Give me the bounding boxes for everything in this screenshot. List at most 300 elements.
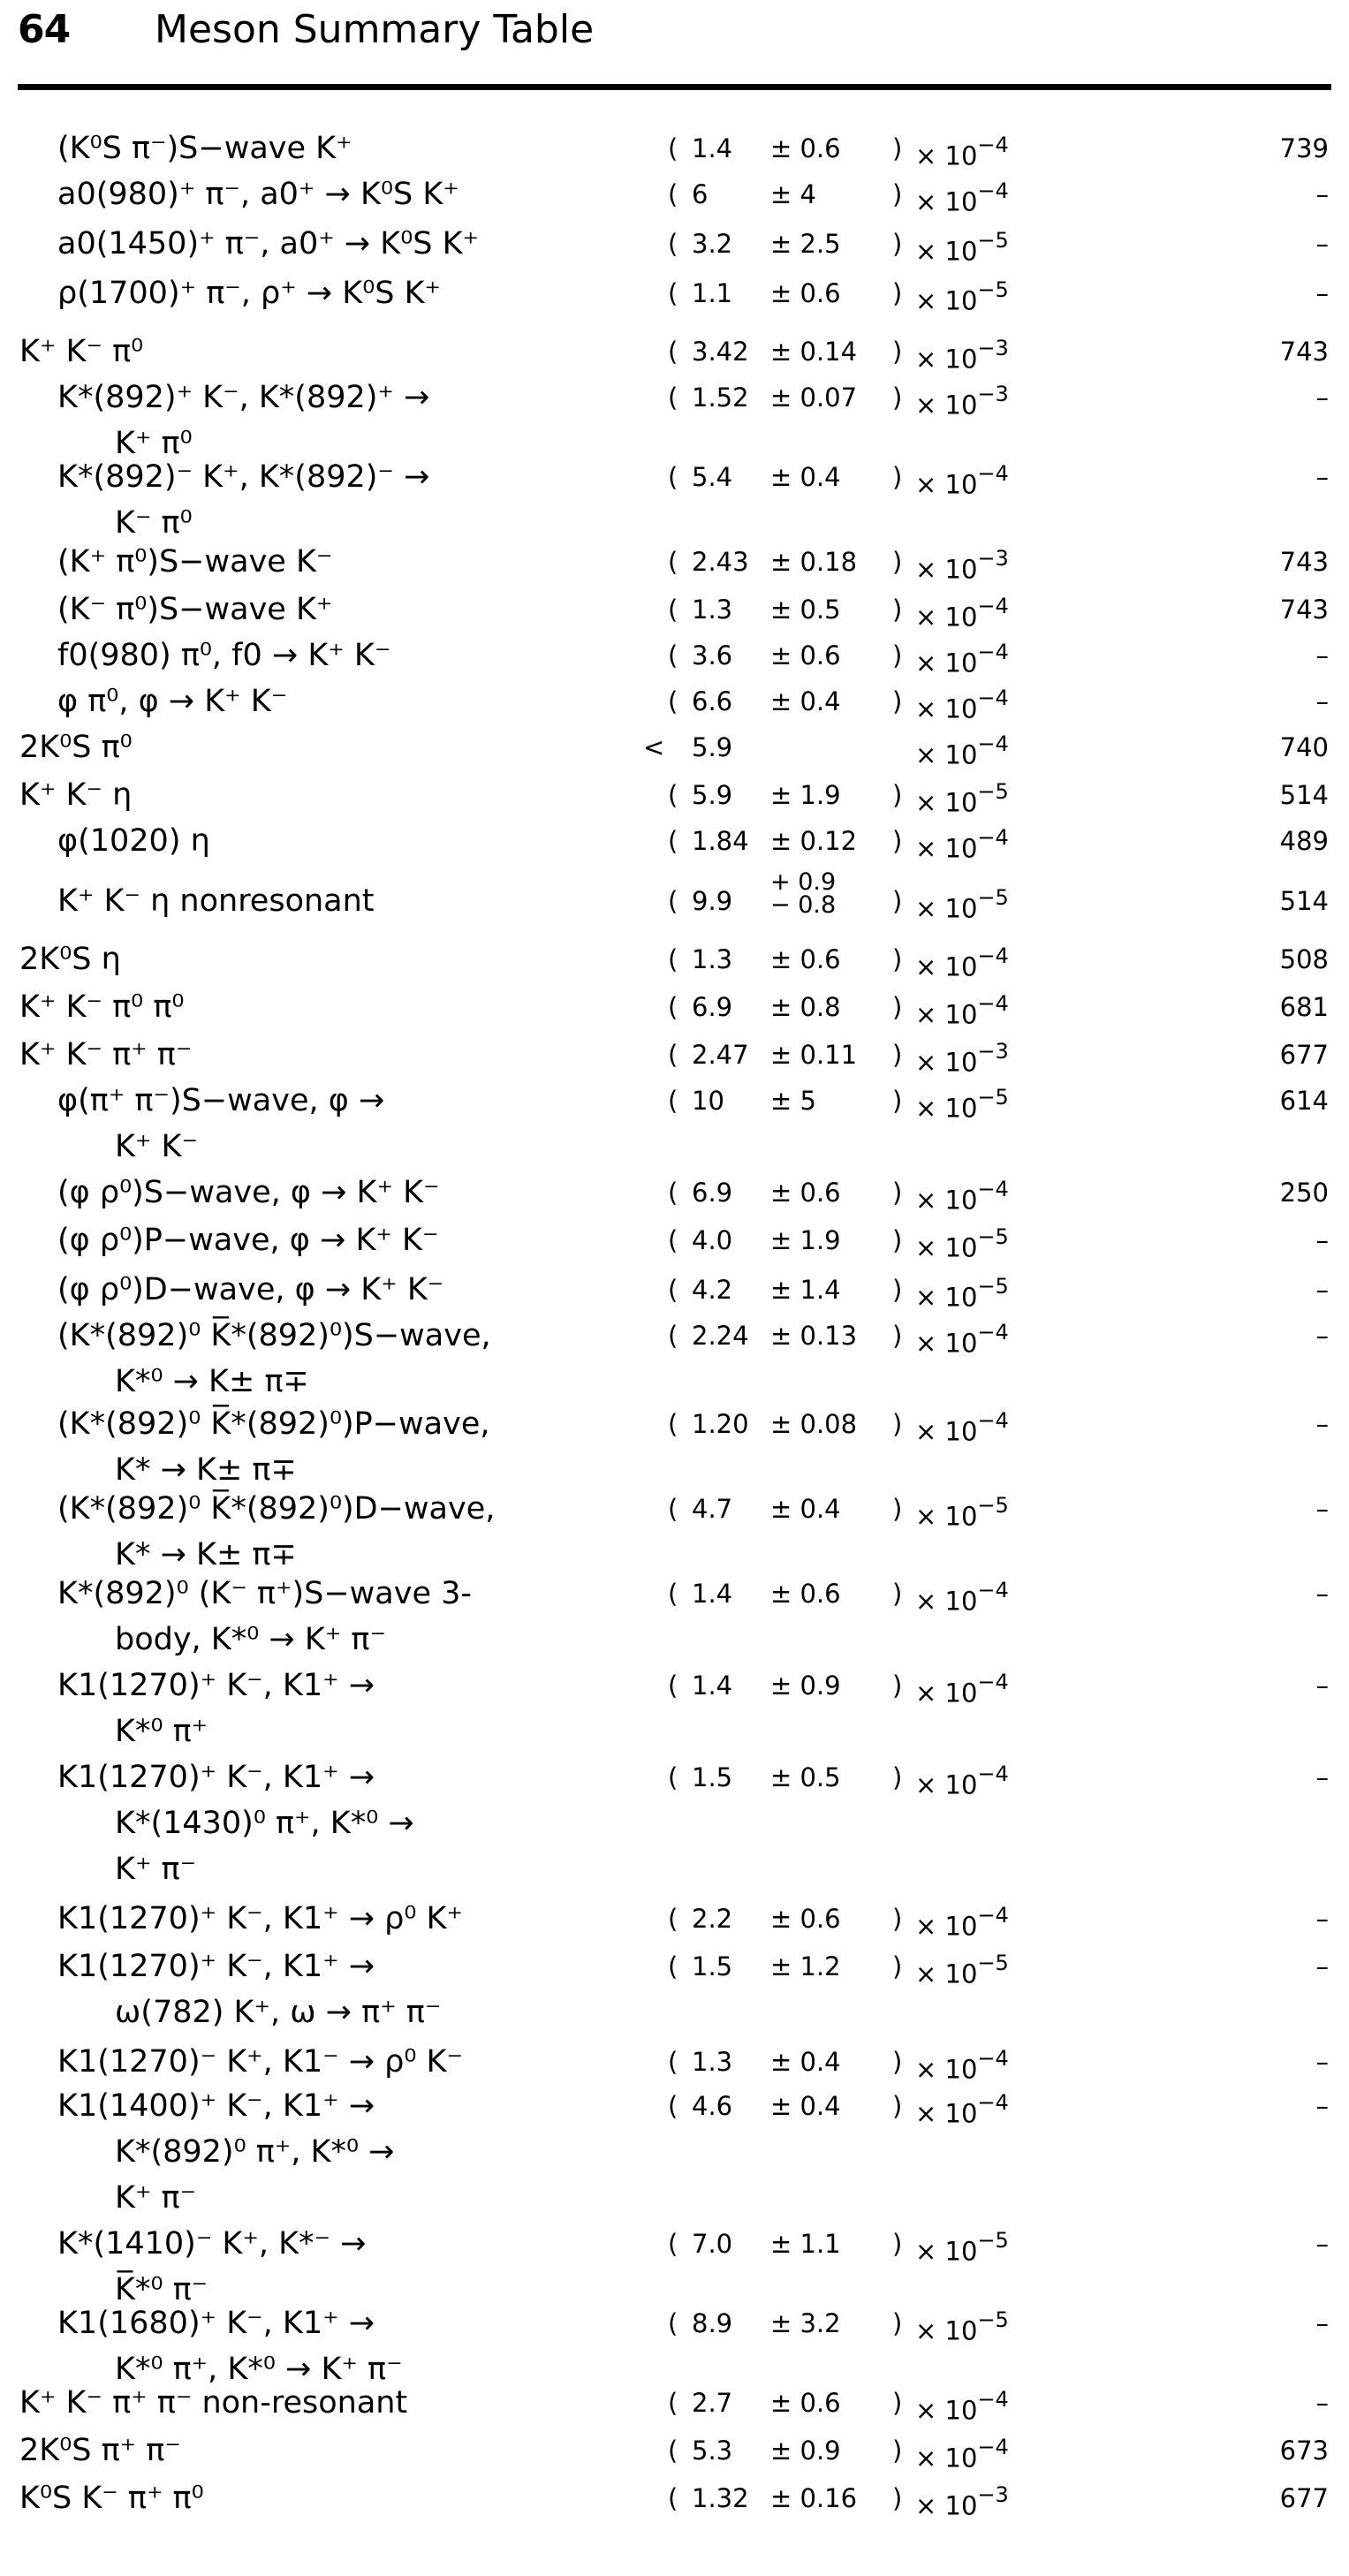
exponent-power: −5 bbox=[977, 2228, 1009, 2253]
momentum-value: – bbox=[1315, 462, 1329, 492]
decay-mode: (K*(892)⁰ K̅*(892)⁰)D−wave, bbox=[57, 1491, 496, 1527]
times-ten: × 10 bbox=[915, 833, 978, 864]
table-row bbox=[0, 1491, 1349, 1572]
times-ten: × 10 bbox=[915, 648, 978, 678]
table-row bbox=[0, 1901, 1349, 1949]
central-value: 1.3 bbox=[692, 595, 733, 625]
central-value: 5.9 bbox=[692, 732, 733, 762]
decay-mode: 2K⁰S π⁰ bbox=[19, 730, 133, 765]
open-paren: ( bbox=[668, 1178, 678, 1208]
momentum-value: 250 bbox=[1279, 1178, 1329, 1208]
central-value: 6.9 bbox=[692, 992, 733, 1022]
table-row bbox=[0, 226, 1349, 274]
exponent-power: −5 bbox=[977, 1493, 1009, 1518]
error-value: ± 1.4 bbox=[770, 1275, 841, 1305]
close-paren: ) bbox=[892, 179, 903, 209]
exponent bbox=[915, 459, 1009, 503]
momentum-value: – bbox=[1315, 278, 1329, 308]
exponent-power: −5 bbox=[977, 228, 1009, 253]
open-paren: ( bbox=[668, 1086, 678, 1116]
asymmetric-error bbox=[770, 868, 837, 919]
table-row bbox=[0, 177, 1349, 224]
table-row bbox=[0, 2044, 1349, 2092]
decay-mode: K1(1270)⁺ K⁻, K1⁺ → bbox=[57, 1949, 375, 1984]
decay-mode-continuation: K*⁰ π⁺ bbox=[115, 1714, 208, 1749]
exponent-power: −4 bbox=[977, 133, 1009, 157]
exponent bbox=[915, 942, 1009, 985]
close-paren: ) bbox=[892, 2388, 903, 2418]
table-row bbox=[0, 1175, 1349, 1223]
central-value: 1.4 bbox=[692, 133, 733, 163]
decay-mode: K*(892)⁺ K⁻, K*(892)⁺ → bbox=[57, 380, 430, 415]
table-row bbox=[0, 131, 1349, 178]
times-ten: × 10 bbox=[915, 1769, 978, 1800]
exponent bbox=[915, 1318, 1009, 1361]
table-row bbox=[0, 1668, 1349, 1749]
error-value: ± 0.12 bbox=[770, 826, 858, 856]
close-paren: ) bbox=[892, 2436, 903, 2466]
table-row bbox=[0, 1223, 1349, 1270]
decay-mode-continuation: K*⁰ → K± π∓ bbox=[115, 1364, 309, 1399]
decay-mode-continuation: K⁻ π⁰ bbox=[115, 505, 193, 541]
decay-mode: K⁰S K⁻ π⁺ π⁰ bbox=[19, 2481, 204, 2516]
exponent-power: −4 bbox=[977, 1408, 1009, 1433]
momentum-value: – bbox=[1315, 640, 1329, 671]
exponent-power: −5 bbox=[977, 1274, 1009, 1299]
close-paren: ) bbox=[892, 1086, 903, 1116]
open-paren: ( bbox=[668, 337, 678, 367]
error-minus: − 0.8 bbox=[770, 891, 837, 919]
exponent-power: −4 bbox=[977, 178, 1009, 203]
exponent-power: −4 bbox=[977, 943, 1009, 968]
times-ten: × 10 bbox=[915, 344, 978, 375]
table-row bbox=[0, 868, 1349, 931]
error-value: ± 0.4 bbox=[770, 1494, 841, 1524]
exponent-power: −5 bbox=[977, 2307, 1009, 2332]
close-paren: ) bbox=[892, 640, 903, 671]
momentum-value: 514 bbox=[1279, 886, 1329, 916]
open-paren: ( bbox=[668, 886, 678, 916]
exponent bbox=[915, 592, 1009, 635]
exponent-power: −5 bbox=[977, 277, 1009, 302]
exponent bbox=[915, 1175, 1009, 1218]
close-paren: ) bbox=[892, 547, 903, 577]
open-paren: ( bbox=[668, 2483, 678, 2513]
times-ten: × 10 bbox=[915, 186, 978, 217]
central-value: 1.4 bbox=[692, 1671, 733, 1701]
exponent-power: −5 bbox=[977, 1951, 1009, 1975]
decay-mode: (K⁺ π⁰)S−wave K⁻ bbox=[57, 544, 333, 580]
error-value: ± 0.11 bbox=[770, 1040, 858, 1070]
central-value: 1.3 bbox=[692, 2047, 733, 2077]
decay-mode-continuation: K* → K± π∓ bbox=[115, 1537, 297, 1572]
momentum-value: 614 bbox=[1279, 1086, 1329, 1116]
close-paren: ) bbox=[892, 1494, 903, 1524]
exponent bbox=[915, 2433, 1009, 2476]
error-value: ± 0.14 bbox=[770, 337, 858, 367]
error-value: ± 0.4 bbox=[770, 686, 841, 716]
decay-mode-continuation: ω(782) K⁺, ω → π⁺ π⁻ bbox=[115, 1995, 442, 2030]
decay-mode-continuation: K⁺ π⁻ bbox=[115, 1852, 197, 1887]
exponent-power: −4 bbox=[977, 640, 1009, 664]
central-value: 2.2 bbox=[692, 1904, 733, 1934]
times-ten: × 10 bbox=[915, 469, 978, 500]
table-row bbox=[0, 684, 1349, 731]
exponent-power: −4 bbox=[977, 991, 1009, 1016]
times-ten: × 10 bbox=[915, 2315, 978, 2346]
decay-mode: φ(π⁺ π⁻)S−wave, φ → bbox=[57, 1083, 385, 1118]
central-value: 1.20 bbox=[692, 1409, 749, 1439]
close-paren: ) bbox=[892, 1040, 903, 1070]
close-paren: ) bbox=[892, 337, 903, 367]
table-row bbox=[0, 2481, 1349, 2528]
open-paren: ( bbox=[668, 2388, 678, 2418]
times-ten: × 10 bbox=[915, 787, 978, 818]
decay-mode-continuation: K* → K± π∓ bbox=[115, 1452, 297, 1488]
momentum-value: – bbox=[1315, 1671, 1329, 1701]
table-row bbox=[0, 989, 1349, 1037]
momentum-value: – bbox=[1315, 1904, 1329, 1934]
open-paren: ( bbox=[668, 1671, 678, 1701]
close-paren: ) bbox=[892, 1762, 903, 1792]
decay-mode: (φ ρ⁰)D−wave, φ → K⁺ K⁻ bbox=[57, 1272, 444, 1307]
close-paren: ) bbox=[892, 1904, 903, 1934]
table-row bbox=[0, 2306, 1349, 2387]
open-paren: ( bbox=[668, 1951, 678, 1981]
exponent bbox=[915, 1272, 1009, 1315]
times-ten: × 10 bbox=[915, 140, 978, 171]
exponent-power: −4 bbox=[977, 2435, 1009, 2459]
open-paren: ( bbox=[668, 229, 678, 259]
times-ten: × 10 bbox=[915, 390, 978, 420]
exponent bbox=[915, 2481, 1009, 2524]
exponent-power: −5 bbox=[977, 779, 1009, 804]
table-row bbox=[0, 544, 1349, 592]
central-value: 3.2 bbox=[692, 229, 733, 259]
exponent bbox=[915, 2088, 1009, 2132]
exponent bbox=[915, 2385, 1009, 2428]
open-paren: ( bbox=[668, 1321, 678, 1351]
decay-mode: 2K⁰S η bbox=[19, 942, 121, 977]
momentum-value: 514 bbox=[1279, 780, 1329, 810]
error-value: ± 1.2 bbox=[770, 1951, 841, 1981]
momentum-value: – bbox=[1315, 1762, 1329, 1792]
momentum-value: – bbox=[1315, 383, 1329, 413]
times-ten: × 10 bbox=[915, 554, 978, 585]
central-value: 9.9 bbox=[692, 886, 733, 916]
table-row bbox=[0, 1949, 1349, 2030]
error-value: ± 0.9 bbox=[770, 2436, 841, 2466]
momentum-value: – bbox=[1315, 1225, 1329, 1255]
decay-mode: K⁺ K⁻ π⁰ π⁰ bbox=[19, 989, 185, 1025]
open-paren: ( bbox=[668, 462, 678, 492]
error-value: ± 0.5 bbox=[770, 595, 841, 625]
exponent-power: −4 bbox=[977, 1578, 1009, 1602]
exponent bbox=[915, 2044, 1009, 2087]
error-value: ± 0.18 bbox=[770, 547, 858, 577]
exponent bbox=[915, 1760, 1009, 1803]
exponent-power: −4 bbox=[977, 1320, 1009, 1345]
decay-mode-continuation: K⁺ π⁰ bbox=[115, 426, 193, 461]
close-paren: ) bbox=[892, 383, 903, 413]
error-value: ± 0.6 bbox=[770, 944, 841, 974]
close-paren: ) bbox=[892, 1409, 903, 1439]
momentum-value: – bbox=[1315, 2308, 1329, 2338]
table-row bbox=[0, 334, 1349, 382]
momentum-value: 673 bbox=[1279, 2436, 1329, 2466]
times-ten: × 10 bbox=[915, 1416, 978, 1447]
open-paren: ( bbox=[668, 1904, 678, 1934]
momentum-value: 677 bbox=[1279, 2483, 1329, 2513]
momentum-value: 739 bbox=[1279, 133, 1329, 163]
decay-mode-continuation: K⁺ K⁻ bbox=[115, 1129, 198, 1164]
error-value: ± 0.6 bbox=[770, 2388, 841, 2418]
table-row bbox=[0, 2433, 1349, 2481]
central-value: 2.43 bbox=[692, 547, 749, 577]
exponent bbox=[915, 1223, 1009, 1266]
central-value: 1.3 bbox=[692, 944, 733, 974]
error-value: ± 1.9 bbox=[770, 780, 841, 810]
error-value: ± 2.5 bbox=[770, 229, 841, 259]
close-paren: ) bbox=[892, 278, 903, 308]
error-value: ± 0.6 bbox=[770, 133, 841, 163]
central-value: 4.2 bbox=[692, 1275, 733, 1305]
exponent-power: −4 bbox=[977, 2046, 1009, 2071]
momentum-value: 743 bbox=[1279, 337, 1329, 367]
table-row bbox=[0, 276, 1349, 323]
decay-mode: (K*(892)⁰ K̅*(892)⁰)S−wave, bbox=[57, 1318, 491, 1353]
exponent-power: −4 bbox=[977, 461, 1009, 486]
close-paren: ) bbox=[892, 2091, 903, 2121]
exponent bbox=[915, 544, 1009, 587]
momentum-value: 743 bbox=[1279, 547, 1329, 577]
close-paren: ) bbox=[892, 992, 903, 1022]
decay-mode: K⁺ K⁻ η nonresonant bbox=[57, 883, 375, 919]
close-paren: ) bbox=[892, 826, 903, 856]
table-row bbox=[0, 1318, 1349, 1399]
error-value: ± 0.13 bbox=[770, 1321, 858, 1351]
times-ten: × 10 bbox=[915, 1232, 978, 1263]
decay-mode: K1(1680)⁺ K⁻, K1⁺ → bbox=[57, 2306, 375, 2341]
close-paren: ) bbox=[892, 780, 903, 810]
times-ten: × 10 bbox=[915, 602, 978, 633]
exponent-power: −3 bbox=[977, 2482, 1009, 2507]
times-ten: × 10 bbox=[915, 1047, 978, 1078]
decay-mode: K1(1270)⁺ K⁻, K1⁺ → ρ⁰ K⁺ bbox=[57, 1901, 463, 1936]
table-row bbox=[0, 1576, 1349, 1657]
decay-mode: φ π⁰, φ → K⁺ K⁻ bbox=[57, 684, 288, 719]
error-value: ± 0.6 bbox=[770, 1904, 841, 1934]
times-ten: × 10 bbox=[915, 2395, 978, 2426]
exponent bbox=[915, 1576, 1009, 1619]
decay-mode-continuation: K*⁰ π⁺, K*⁰ → K⁺ π⁻ bbox=[115, 2352, 403, 2387]
times-ten: × 10 bbox=[915, 1093, 978, 1124]
exponent-power: −4 bbox=[977, 1762, 1009, 1786]
error-value: ± 0.4 bbox=[770, 2047, 841, 2077]
close-paren: ) bbox=[892, 462, 903, 492]
open-paren: ( bbox=[668, 944, 678, 974]
central-value: 4.7 bbox=[692, 1494, 733, 1524]
times-ten: × 10 bbox=[915, 999, 978, 1030]
open-paren: ( bbox=[668, 640, 678, 671]
central-value: 5.3 bbox=[692, 2436, 733, 2466]
decay-mode: K1(1270)⁺ K⁻, K1⁺ → bbox=[57, 1760, 375, 1795]
error-value: ± 0.08 bbox=[770, 1409, 858, 1439]
momentum-value: 681 bbox=[1279, 992, 1329, 1022]
exponent bbox=[915, 730, 1009, 773]
times-ten: × 10 bbox=[915, 1185, 978, 1216]
momentum-value: – bbox=[1315, 1275, 1329, 1305]
close-paren: ) bbox=[892, 1275, 903, 1305]
decay-mode: K1(1270)⁻ K⁺, K1⁻ → ρ⁰ K⁻ bbox=[57, 2044, 463, 2080]
table-row bbox=[0, 2385, 1349, 2433]
central-value: 1.5 bbox=[692, 1762, 733, 1792]
times-ten: × 10 bbox=[915, 2236, 978, 2267]
open-paren: ( bbox=[668, 1409, 678, 1439]
exponent-power: −5 bbox=[977, 885, 1009, 910]
central-value: 3.6 bbox=[692, 640, 733, 671]
times-ten: × 10 bbox=[915, 1586, 978, 1617]
open-paren: ( bbox=[668, 1579, 678, 1609]
momentum-value: – bbox=[1315, 229, 1329, 259]
momentum-value: 508 bbox=[1279, 944, 1329, 974]
decay-mode-continuation: K⁺ π⁻ bbox=[115, 2180, 197, 2216]
central-value: 2.7 bbox=[692, 2388, 733, 2418]
exponent-power: −3 bbox=[977, 1039, 1009, 1064]
decay-mode: φ(1020) η bbox=[57, 823, 210, 859]
error-value: ± 0.8 bbox=[770, 992, 841, 1022]
decay-mode-continuation: body, K*⁰ → K⁺ π⁻ bbox=[115, 1622, 386, 1657]
table-row bbox=[0, 459, 1349, 541]
open-paren: ( bbox=[668, 1275, 678, 1305]
exponent bbox=[915, 777, 1009, 821]
times-ten: × 10 bbox=[915, 285, 978, 316]
error-value: ± 3.2 bbox=[770, 2308, 841, 2338]
open-paren: ( bbox=[668, 826, 678, 856]
exponent-power: −4 bbox=[977, 731, 1009, 756]
exponent-power: −4 bbox=[977, 2090, 1009, 2115]
exponent bbox=[915, 1901, 1009, 1944]
central-value: 1.84 bbox=[692, 826, 749, 856]
page-title: Meson Summary Table bbox=[155, 7, 595, 52]
times-ten: × 10 bbox=[915, 1678, 978, 1708]
exponent bbox=[915, 1668, 1009, 1711]
upper-limit-sign: < bbox=[643, 732, 665, 762]
close-paren: ) bbox=[892, 1579, 903, 1609]
exponent-power: −3 bbox=[977, 382, 1009, 406]
decay-mode: K⁺ K⁻ π⁺ π⁻ bbox=[19, 1037, 193, 1072]
table-row bbox=[0, 942, 1349, 989]
exponent bbox=[915, 1037, 1009, 1080]
close-paren: ) bbox=[892, 2047, 903, 2077]
error-value: ± 0.6 bbox=[770, 1178, 841, 1208]
close-paren: ) bbox=[892, 1671, 903, 1701]
decay-mode: (K⁰S π⁻)S−wave K⁺ bbox=[57, 131, 352, 166]
decay-mode: K⁺ K⁻ π⁺ π⁻ non-resonant bbox=[19, 2385, 408, 2421]
momentum-value: – bbox=[1315, 1409, 1329, 1439]
decay-mode: K⁺ K⁻ η bbox=[19, 777, 133, 813]
exponent bbox=[915, 989, 1009, 1033]
momentum-value: 743 bbox=[1279, 595, 1329, 625]
decay-mode: ρ(1700)⁺ π⁻, ρ⁺ → K⁰S K⁺ bbox=[57, 276, 442, 311]
table-row bbox=[0, 592, 1349, 640]
open-paren: ( bbox=[668, 2091, 678, 2121]
exponent bbox=[915, 177, 1009, 220]
table-row bbox=[0, 1083, 1349, 1164]
times-ten: × 10 bbox=[915, 2098, 978, 2129]
close-paren: ) bbox=[892, 133, 903, 163]
times-ten: × 10 bbox=[915, 1911, 978, 1942]
open-paren: ( bbox=[668, 547, 678, 577]
exponent-power: −4 bbox=[977, 2387, 1009, 2412]
decay-mode-continuation: K*(892)⁰ π⁺, K*⁰ → bbox=[115, 2134, 395, 2170]
open-paren: ( bbox=[668, 595, 678, 625]
decay-mode: (K⁻ π⁰)S−wave K⁺ bbox=[57, 592, 333, 627]
error-value: ± 4 bbox=[770, 179, 816, 209]
decay-mode: K*(892)⁻ K⁺, K*(892)⁻ → bbox=[57, 459, 430, 495]
momentum-value: 677 bbox=[1279, 1040, 1329, 1070]
error-value: ± 1.1 bbox=[770, 2229, 841, 2259]
open-paren: ( bbox=[668, 179, 678, 209]
exponent bbox=[915, 276, 1009, 319]
times-ten: × 10 bbox=[915, 1501, 978, 1532]
table-row bbox=[0, 380, 1349, 461]
open-paren: ( bbox=[668, 992, 678, 1022]
central-value: 6.6 bbox=[692, 686, 733, 716]
momentum-value: – bbox=[1315, 2047, 1329, 2077]
open-paren: ( bbox=[668, 2436, 678, 2466]
decay-mode: (K*(892)⁰ K̅*(892)⁰)P−wave, bbox=[57, 1406, 490, 1442]
open-paren: ( bbox=[668, 686, 678, 716]
momentum-value: – bbox=[1315, 1494, 1329, 1524]
exponent-power: −5 bbox=[977, 1224, 1009, 1249]
table-row bbox=[0, 1406, 1349, 1488]
momentum-value: 740 bbox=[1279, 732, 1329, 762]
central-value: 1.5 bbox=[692, 1951, 733, 1981]
exponent-power: −4 bbox=[977, 825, 1009, 850]
close-paren: ) bbox=[892, 2229, 903, 2259]
decay-mode-continuation: K̅*⁰ π⁻ bbox=[115, 2272, 208, 2307]
exponent-power: −3 bbox=[977, 336, 1009, 360]
momentum-value: – bbox=[1315, 2091, 1329, 2121]
central-value: 6.9 bbox=[692, 1178, 733, 1208]
table-row bbox=[0, 730, 1349, 777]
times-ten: × 10 bbox=[915, 2490, 978, 2521]
open-paren: ( bbox=[668, 1040, 678, 1070]
times-ten: × 10 bbox=[915, 893, 978, 924]
central-value: 1.1 bbox=[692, 278, 733, 308]
close-paren: ) bbox=[892, 2308, 903, 2338]
exponent bbox=[915, 334, 1009, 377]
error-value: ± 1.9 bbox=[770, 1225, 841, 1255]
open-paren: ( bbox=[668, 2047, 678, 2077]
central-value: 4.6 bbox=[692, 2091, 733, 2121]
open-paren: ( bbox=[668, 383, 678, 413]
close-paren: ) bbox=[892, 595, 903, 625]
times-ten: × 10 bbox=[915, 951, 978, 982]
decay-mode: K*(892)⁰ (K⁻ π⁺)S−wave 3- bbox=[57, 1576, 473, 1611]
exponent-power: −4 bbox=[977, 1670, 1009, 1694]
header-rule bbox=[18, 84, 1331, 90]
central-value: 2.47 bbox=[692, 1040, 749, 1070]
close-paren: ) bbox=[892, 886, 903, 916]
momentum-value: – bbox=[1315, 1951, 1329, 1981]
close-paren: ) bbox=[892, 229, 903, 259]
exponent bbox=[915, 823, 1009, 867]
open-paren: ( bbox=[668, 1225, 678, 1255]
times-ten: × 10 bbox=[915, 1959, 978, 1989]
open-paren: ( bbox=[668, 780, 678, 810]
